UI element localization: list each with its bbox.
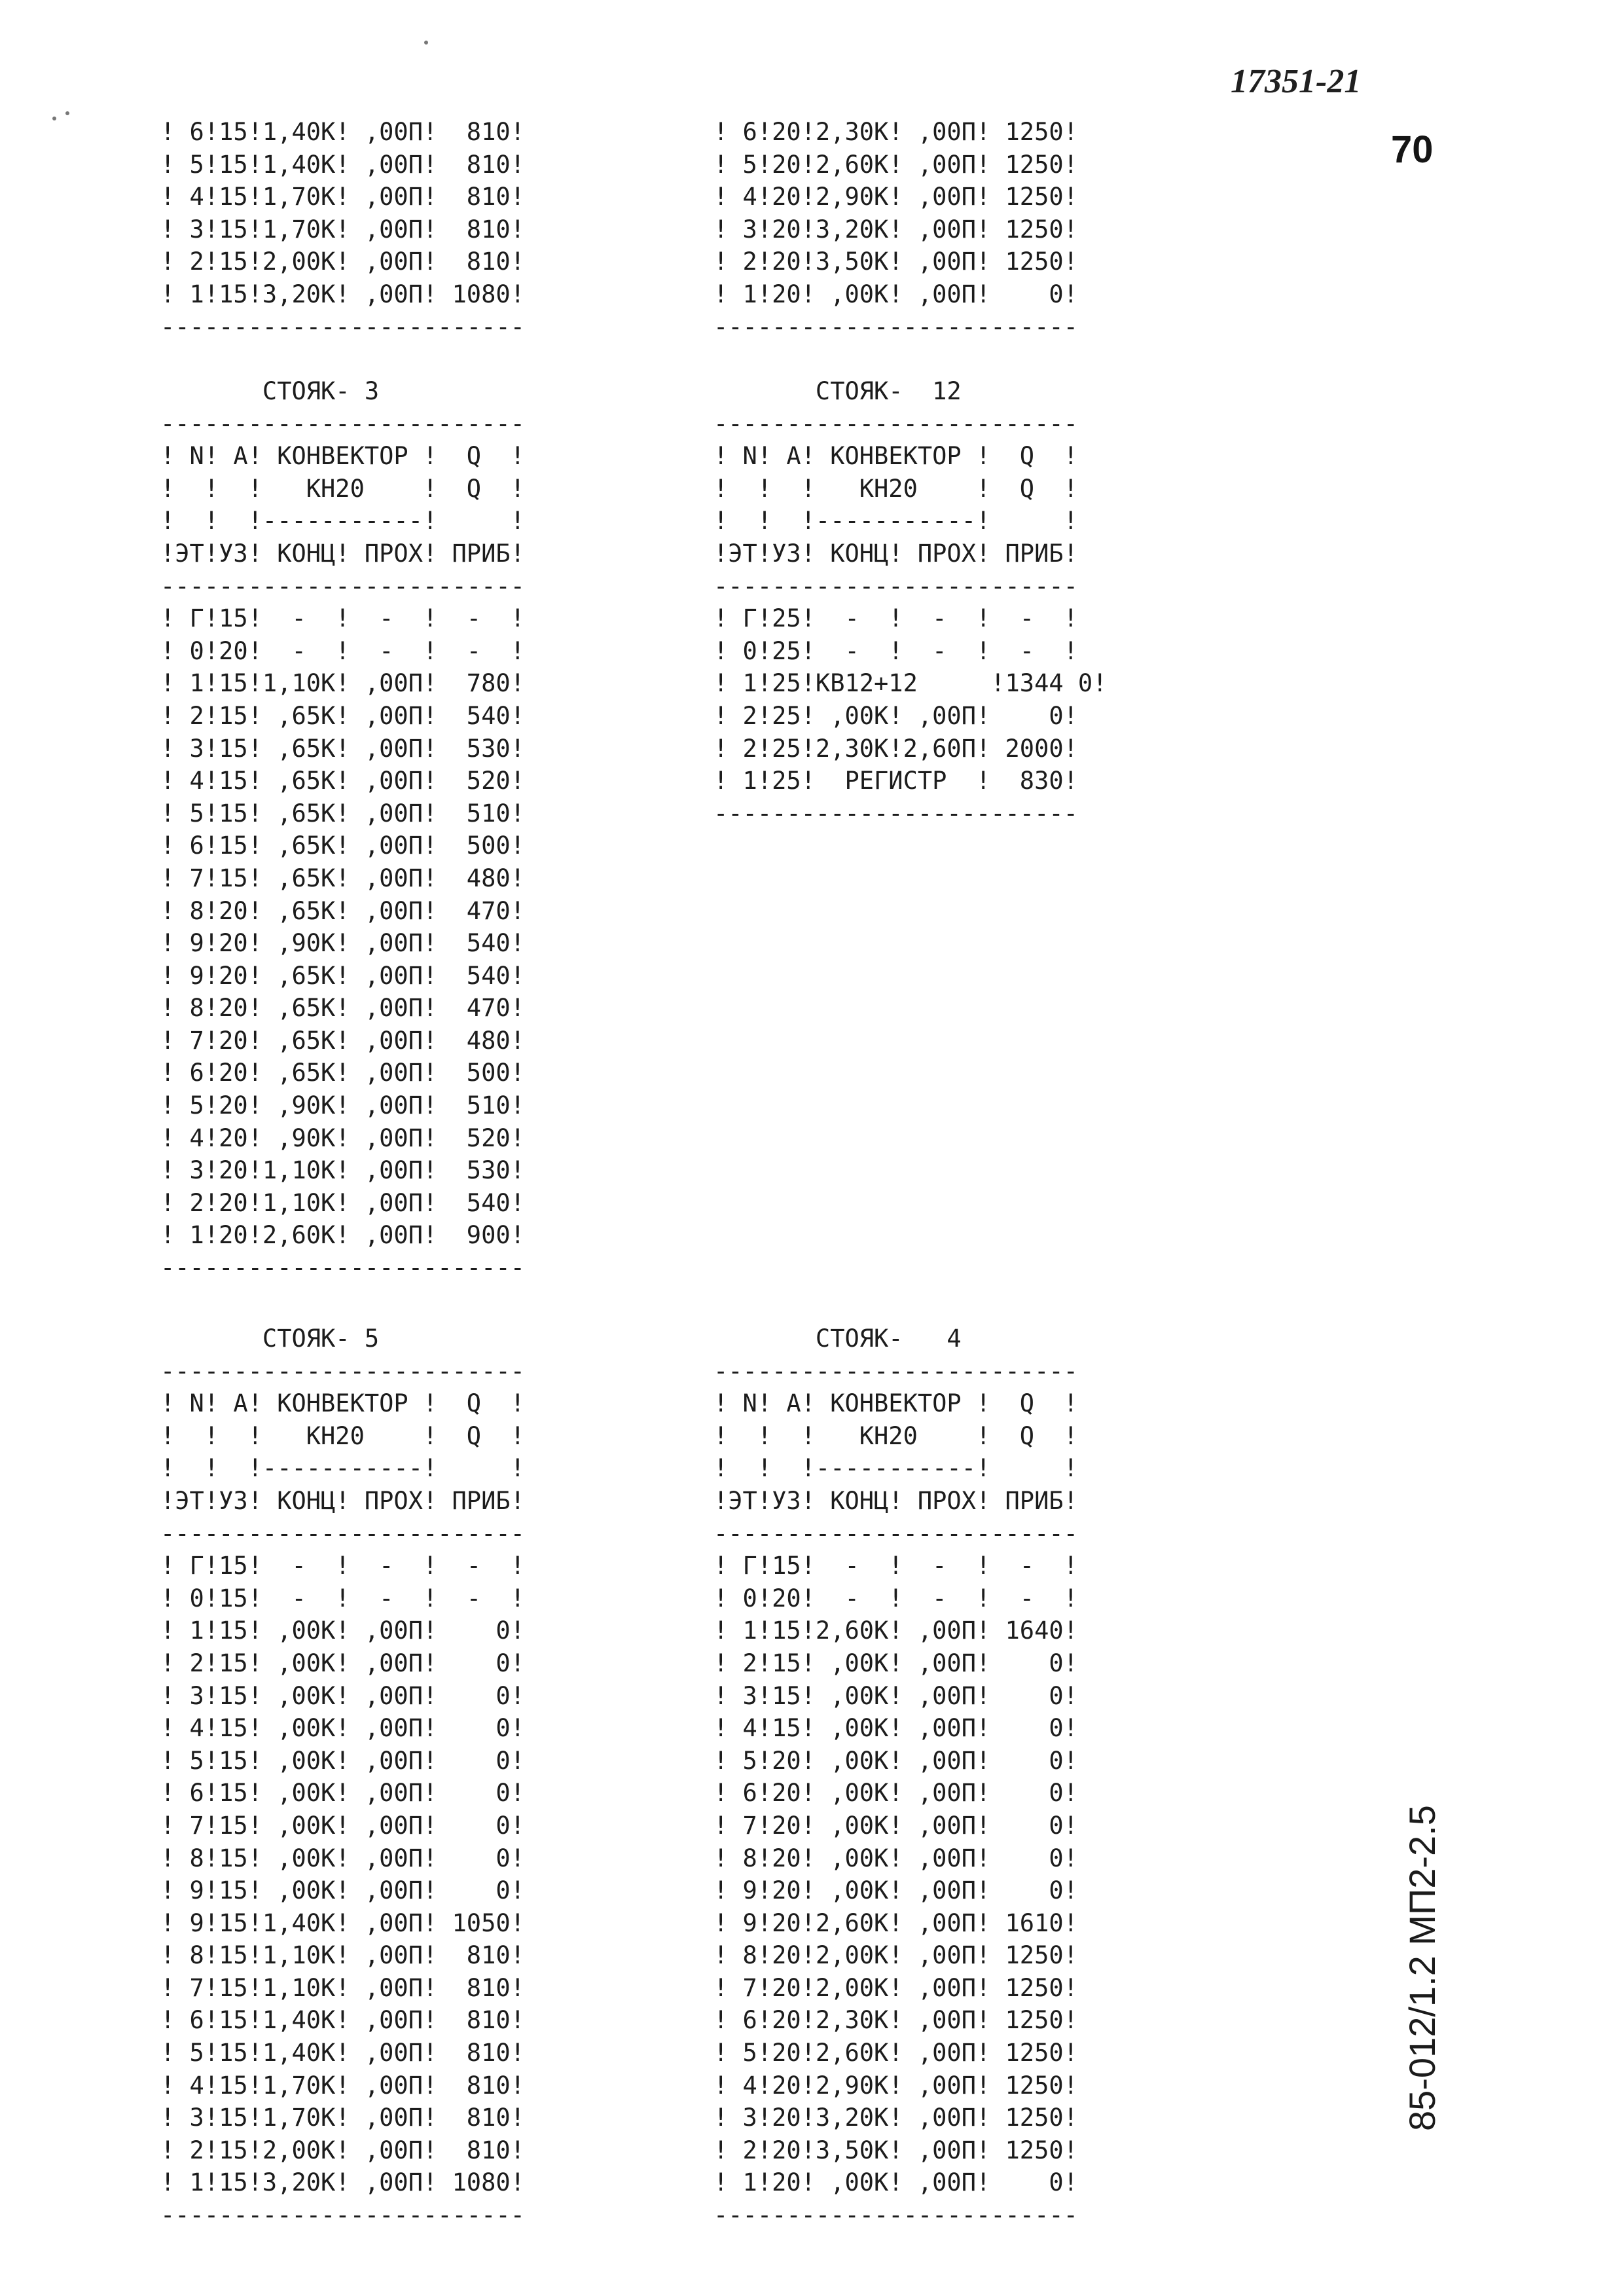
table-line: ! 5!15!1,40К! ,00П! 810! [160,150,525,179]
table-line: ! 9!15! ,00К! ,00П! 0! [160,1876,525,1905]
table-line: ------------------------- [713,1519,1078,1548]
table-line: ! 3!20!3,20К! ,00П! 1250! [713,2104,1078,2132]
table-line: ! ! ! КН20 ! Q ! [713,1421,1078,1450]
table-line: СТОЯК- 12 [713,377,962,405]
table-line: ! N! А! КОНВЕКТОР ! Q ! [160,442,525,471]
table-line: ! 6!15!1,40К! ,00П! 810! [160,2006,525,2035]
table-line: ------------------------- [713,2201,1078,2230]
table-line: СТОЯК- 3 [160,377,380,405]
table-line: ------------------------- [160,2201,525,2230]
table-continuation-right [713,116,1078,343]
table-line: ! 9!20! ,90К! ,00П! 540! [160,929,525,958]
table-line: ! 7!15!1,10К! ,00П! 810! [160,1973,525,2002]
table-line: ! 7!15! ,00К! ,00П! 0! [160,1811,525,1840]
table-line: ! 3!15!1,70К! ,00П! 810! [160,2104,525,2132]
table-line: !ЭТ!УЗ! КОНЦ! ПРОХ! ПРИБ! [160,1486,525,1515]
table-line: ------------------------- [160,409,525,438]
table-line: !ЭТ!УЗ! КОНЦ! ПРОХ! ПРИБ! [713,539,1078,568]
table-line: ! 8!15! ,00К! ,00П! 0! [160,1844,525,1872]
table-line: ! 2!15! ,00К! ,00П! 0! [713,1649,1078,1677]
table-continuation-left [160,116,525,343]
table-line: СТОЯК- 4 [713,1324,962,1353]
table-line: ! 2!15!2,00К! ,00П! 810! [160,2136,525,2164]
table-line: ! 1!25!КВ12+12 !1344 0! [713,669,1108,698]
scan-speck [65,111,69,115]
table-line: ! 7!20! ,65К! ,00П! 480! [160,1026,525,1055]
table-line: ! 6!20!2,30К! ,00П! 1250! [713,118,1078,146]
table-line: ! 8!20! ,00К! ,00П! 0! [713,1844,1078,1872]
table-line: ------------------------- [713,312,1078,341]
table-line: ! 3!15! ,65К! ,00П! 530! [160,734,525,763]
table-line: ! 1!15!2,60К! ,00П! 1640! [713,1616,1078,1645]
table-line: ! 4!20!2,90К! ,00П! 1250! [713,2071,1078,2100]
table-line: ! 1!15! ,00К! ,00П! 0! [160,1616,525,1645]
scan-speck [424,41,428,45]
table-line: ! 0!25! - ! - ! - ! [713,636,1078,665]
table-line: ! 6!15!1,40К! ,00П! 810! [160,118,525,146]
table-line: ------------------------- [160,312,525,341]
table-line: ! 3!20!1,10К! ,00П! 530! [160,1156,525,1185]
table-line: ! 1!20! ,00К! ,00П! 0! [713,2168,1078,2197]
table-line: ! 1!15!3,20К! ,00П! 1080! [160,2168,525,2197]
table-line: ------------------------- [160,1254,525,1283]
table-line: ! ! !-----------! ! [713,507,1078,536]
table-line: ! 9!20!2,60К! ,00П! 1610! [713,1908,1078,1937]
table-line: ! 7!20!2,00К! ,00П! 1250! [713,1973,1078,2002]
table-line: ! N! А! КОНВЕКТОР ! Q ! [713,442,1078,471]
table-line: ! 9!20! ,65К! ,00П! 540! [160,961,525,990]
table-line: ! ! !-----------! ! [713,1454,1078,1483]
table-line: ------------------------- [160,1519,525,1548]
table-line: ! 1!25! РЕГИСТР ! 830! [713,767,1078,795]
table-line: ! 1!20!2,60К! ,00П! 900! [160,1221,525,1250]
table-line: ------------------------- [160,572,525,600]
table-line: ! Г!25! - ! - ! - ! [713,604,1078,633]
table-line: ! 2!20!3,50К! ,00П! 1250! [713,247,1078,276]
table-line: ! ! !-----------! ! [160,1454,525,1483]
table-line: ! Г!15! - ! - ! - ! [713,1552,1078,1580]
table-line: ! 1!15!3,20К! ,00П! 1080! [160,280,525,308]
table-line: ! 9!15!1,40К! ,00П! 1050! [160,1908,525,1937]
table-line: ! 4!20! ,90К! ,00П! 520! [160,1123,525,1152]
table-line: ! 8!20!2,00К! ,00П! 1250! [713,1941,1078,1970]
table-line: ! 4!20!2,90К! ,00П! 1250! [713,183,1078,211]
table-line: ! 8!20! ,65К! ,00П! 470! [160,994,525,1023]
table-line: !ЭТ!УЗ! КОНЦ! ПРОХ! ПРИБ! [160,539,525,568]
table-line: ! ! !-----------! ! [160,507,525,536]
table-line: ! ! ! КН20 ! Q ! [713,474,1078,503]
table-line: ! N! А! КОНВЕКТОР ! Q ! [713,1389,1078,1418]
table-line: ! 4!15!1,70К! ,00П! 810! [160,183,525,211]
table-line: ------------------------- [160,1357,525,1385]
table-line: ! 3!15! ,00К! ,00П! 0! [160,1681,525,1710]
table-line: ! 5!15!1,40К! ,00П! 810! [160,2039,525,2068]
stoyak-12-table [713,375,1107,829]
table-line: ! ! ! КН20 ! Q ! [160,1421,525,1450]
table-line: ! 7!20! ,00К! ,00П! 0! [713,1811,1078,1840]
table-line: ! 2!15! ,00К! ,00П! 0! [160,1649,525,1677]
table-line: ! 2!20!1,10К! ,00П! 540! [160,1188,525,1217]
table-line: ! 5!15! ,00К! ,00П! 0! [160,1746,525,1775]
table-line: ! 5!20!2,60К! ,00П! 1250! [713,150,1078,179]
table-line: ------------------------- [713,572,1078,600]
table-line: ! 3!15! ,00К! ,00П! 0! [713,1681,1078,1710]
table-line: ! 5!20!2,60К! ,00П! 1250! [713,2039,1078,2068]
table-line: ! 6!15! ,00К! ,00П! 0! [160,1779,525,1808]
table-line: ! 0!20! - ! - ! - ! [160,636,525,665]
table-line: ! N! А! КОНВЕКТОР ! Q ! [160,1389,525,1418]
table-line: ! 9!20! ,00К! ,00П! 0! [713,1876,1078,1905]
table-line: ! 5!20! ,00К! ,00П! 0! [713,1746,1078,1775]
table-line: ! 6!20!2,30К! ,00П! 1250! [713,2006,1078,2035]
table-line: ! 1!20! ,00К! ,00П! 0! [713,280,1078,308]
stoyak-4-table [713,1322,1078,2232]
table-line: ! 2!25!2,30К!2,60П! 2000! [713,734,1078,763]
table-line: СТОЯК- 5 [160,1324,380,1353]
table-line: ! 1!15!1,10К! ,00П! 780! [160,669,525,698]
scan-speck [52,117,56,120]
table-line: ! 2!25! ,00К! ,00П! 0! [713,701,1078,730]
table-line: !ЭТ!УЗ! КОНЦ! ПРОХ! ПРИБ! [713,1486,1078,1515]
page-number: 70 [1391,128,1434,171]
table-line: ! 6!20! ,65К! ,00П! 500! [160,1059,525,1087]
table-line: ! 5!20! ,90К! ,00П! 510! [160,1091,525,1120]
table-line: ! 2!15!2,00К! ,00П! 810! [160,247,525,276]
table-line: ------------------------- [713,799,1078,828]
table-line: ! ! ! КН20 ! Q ! [160,474,525,503]
table-line: ! 8!20! ,65К! ,00П! 470! [160,896,525,925]
table-line: ! 6!15! ,65К! ,00П! 500! [160,831,525,860]
table-line: ! 4!15! ,65К! ,00П! 520! [160,767,525,795]
table-line: ! Г!15! - ! - ! - ! [160,1552,525,1580]
table-line: ! 4!15!1,70К! ,00П! 810! [160,2071,525,2100]
table-line: ! 8!15!1,10К! ,00П! 810! [160,1941,525,1970]
table-line: ! 4!15! ,00К! ,00П! 0! [160,1714,525,1743]
table-line: ! 0!15! - ! - ! - ! [160,1584,525,1613]
table-line: ! 4!15! ,00К! ,00П! 0! [713,1714,1078,1743]
table-line: ------------------------- [713,1357,1078,1385]
table-line: ! 3!20!3,20К! ,00П! 1250! [713,215,1078,244]
side-document-code: 85-012/1.2 МП2-2.5 [1401,1805,1443,2131]
document-reference: 17351-21 [1231,63,1362,100]
table-line: ------------------------- [713,409,1078,438]
table-line: ! 5!15! ,65К! ,00П! 510! [160,799,525,828]
stoyak-5-table [160,1322,525,2232]
table-line: ! 0!20! - ! - ! - ! [713,1584,1078,1613]
table-line: ! Г!15! - ! - ! - ! [160,604,525,633]
stoyak-3-table [160,375,525,1285]
table-line: ! 2!20!3,50К! ,00П! 1250! [713,2136,1078,2164]
table-line: ! 2!15! ,65К! ,00П! 540! [160,701,525,730]
table-line: ! 3!15!1,70К! ,00П! 810! [160,215,525,244]
table-line: ! 7!15! ,65К! ,00П! 480! [160,864,525,892]
table-line: ! 6!20! ,00К! ,00П! 0! [713,1779,1078,1808]
